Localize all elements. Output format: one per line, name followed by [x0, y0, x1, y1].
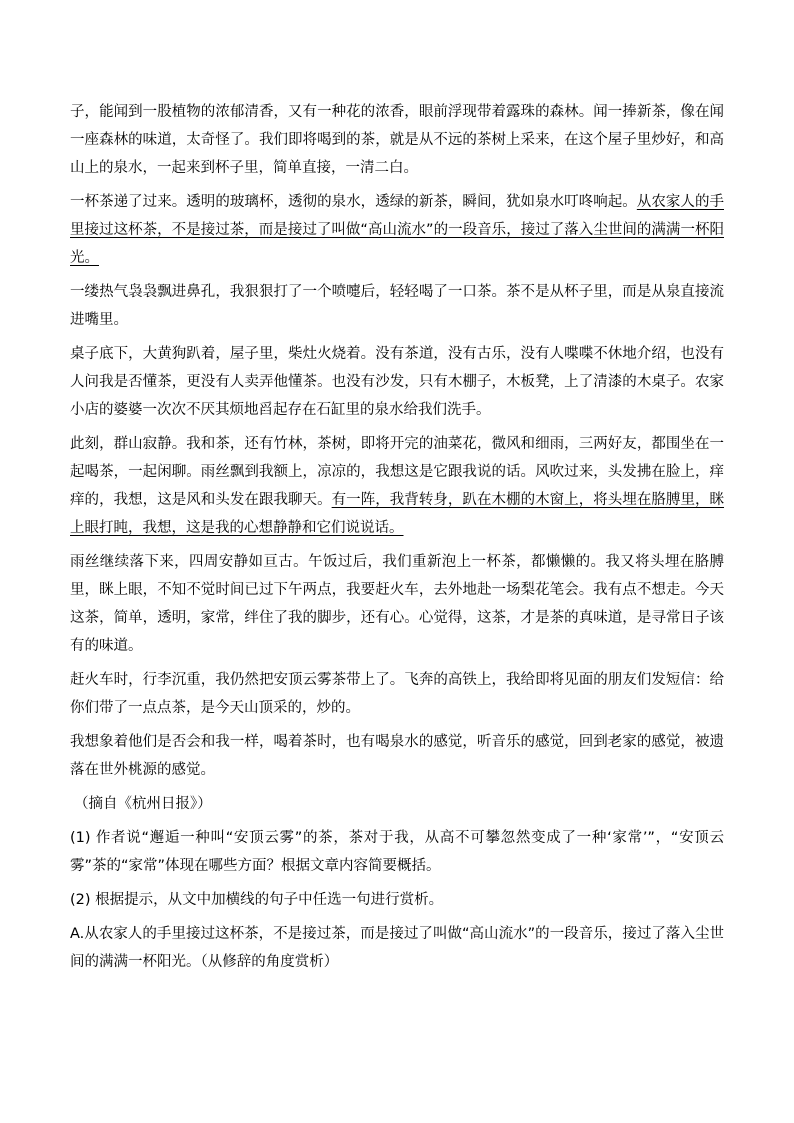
- question-2-option-a: [70, 920, 724, 976]
- paragraph-1-text: 子，能闻到一股植物的浓郁清香，又有一种花的浓香，眼前浮现带着露珠的森林。闻一捧新茶，像在闻一座森林的味道，太奇怪了。我们即将喝到的茶，就是从不远的茶树上采来，在这个屋子里炒好，和高山上的泉水，一起来到杯子里，简单直接，一清二白。: [70, 104, 724, 176]
- paragraph-5: [70, 430, 724, 542]
- paragraph-2: [70, 188, 724, 272]
- underlined-sentence-b: 有一阵，我背转身，趴在木棚的木窗上，将头埋在胳膊里，眯上眼打盹，我想，这是我的心想静静和它们说说话。: [70, 492, 725, 536]
- paragraph-1: [70, 98, 724, 182]
- paragraph-4-text: 桌子底下，大黄狗趴着，屋子里，柴灶火烧着。没有茶道，没有古乐，没有人喋喋不休地介绍，也没有人问我是否懂茶，更没有人卖弄他懂茶。也没有沙发，只有木棚子，木板凳，上了清漆的木桌子。农家小店的婆婆一次次不厌其烦地舀起存在石缸里的泉水给我们洗手。: [70, 346, 724, 418]
- paragraph-5-text: 此刻，群山寂静。我和茶，还有竹林，茶树，即将开完的油菜花，微风和细雨，三两好友，都围坐在一起喝茶，一起闲聊。雨丝飘到我额上，凉凉的，我想这是它跟我说的话。风吹过来，头发拂在脸上，痒痒的，我想，这是风和头发在跟我聊天。: [70, 436, 724, 508]
- paragraph-4: [70, 340, 724, 424]
- paragraph-8-text: 我想象着他们是否会和我一样，喝着茶时，也有喝泉水的感觉，听音乐的感觉，回到老家的感觉，被遗落在世外桃源的感觉。: [70, 734, 724, 778]
- article-body: [70, 98, 724, 982]
- question-1: [70, 824, 724, 880]
- paragraph-8: [70, 728, 724, 784]
- paragraph-6: [70, 548, 724, 660]
- paragraph-7: [70, 666, 724, 722]
- question-2: [70, 886, 724, 914]
- question-1-text: (1) 作者说“邂逅一种叫“安顶云雾”的茶，茶对于我，从高不可攀忽然变成了一种‘家常’”，“安顶云雾”茶的“家常”体现在哪些方面？根据文章内容简要概括。: [70, 830, 724, 874]
- paragraph-7-text: 赶火车时，行李沉重，我仍然把安顶云雾茶带上了。飞奔的高铁上，我给即将见面的朋友们发短信：给你们带了一点点茶，是今天山顶采的，炒的。: [70, 672, 724, 716]
- paragraph-3: [70, 278, 724, 334]
- question-2-text: (2) 根据提示，从文中加横线的句子中任选一句进行赏析。: [70, 892, 444, 908]
- paragraph-3-text: 一缕热气袅袅飘进鼻孔，我狠狠打了一个喷嚏后，轻轻喝了一口茶。茶不是从杯子里，而是从泉直接流进嘴里。: [70, 284, 724, 328]
- question-2-option-a-text: A.从农家人的手里接过这杯茶，不是接过茶，而是接过了叫做“高山流水”的一段音乐，接过了落入尘世间的满满一杯阳光。（从修辞的角度赏析）: [70, 926, 724, 970]
- underlined-sentence-a: 从农家人的手里接过这杯茶，不是接过茶，而是接过了叫做“高山流水”的一段音乐，接过了落入尘世间的满满一杯阳光。: [70, 194, 724, 266]
- source-text: （摘自《杭州日报》）: [74, 796, 212, 812]
- paragraph-6-text: 雨丝继续落下来，四周安静如亘古。午饭过后，我们重新泡上一杯茶，都懒懒的。我又将头埋在胳膊里，眯上眼，不知不觉时间已过下午两点，我要赶火车，去外地赴一场梨花笔会。我有点不想走。今天这茶，简单，透明，家常，绊住了我的脚步，还有心。心觉得，这茶，才是茶的真味道，是寻常日子该有的味道。: [70, 554, 724, 654]
- paragraph-2-text: 一杯茶递了过来。透明的玻璃杯，透彻的泉水，透绿的新茶，瞬间，犹如泉水叮咚响起。: [70, 194, 637, 210]
- source-citation: [74, 790, 724, 818]
